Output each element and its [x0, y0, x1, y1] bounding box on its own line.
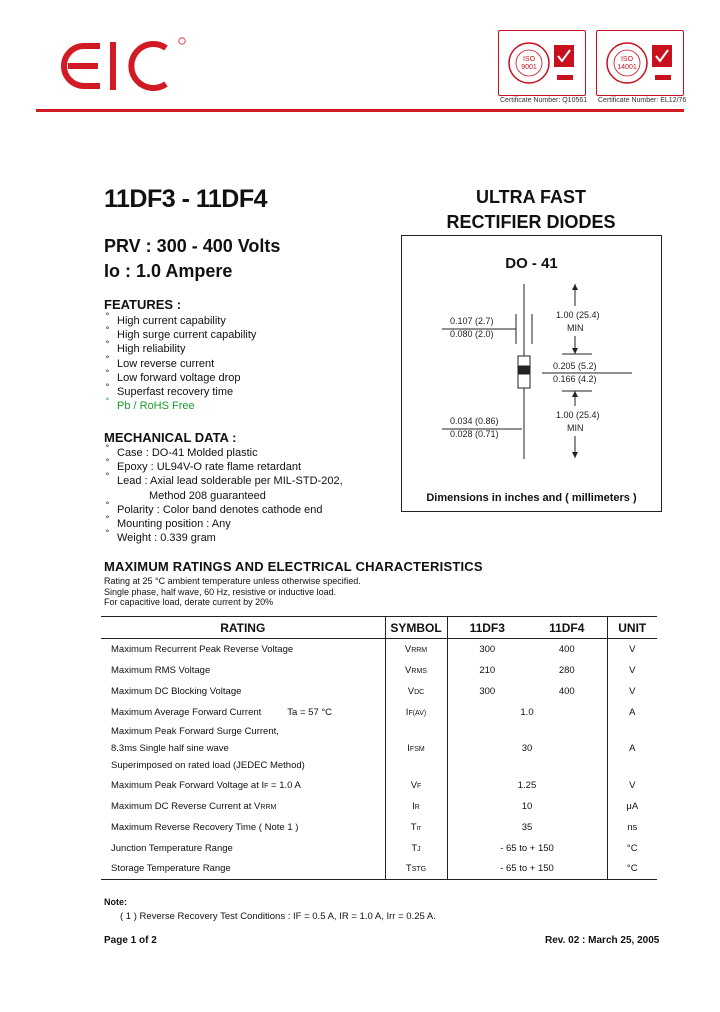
- cell-value: 1.25: [517, 779, 537, 791]
- list-item: ˚ Weight : 0.339 gram: [104, 531, 343, 545]
- cell-rating: Maximum Reverse Recovery Time ( Note 1 ): [101, 817, 385, 838]
- cell-rating: Junction Temperature Range: [101, 838, 385, 859]
- table-row: [101, 817, 657, 838]
- col-header-11df3: 11DF3: [447, 617, 527, 639]
- part-number-title: 11DF3 - 11DF4: [104, 185, 268, 213]
- table-row: [101, 702, 657, 723]
- mechanical-heading: MECHANICAL DATA :: [104, 430, 237, 445]
- cell-symbol: Trr: [385, 817, 447, 838]
- list-item: ˚ Epoxy : UL94V-O rate flame retardant: [104, 460, 343, 474]
- cell-value: 1.0: [520, 706, 534, 718]
- do41-drawing: [402, 236, 663, 513]
- dim-wire-max: 0.034 (0.86): [450, 416, 499, 426]
- cell-symbol: VRMS: [385, 660, 447, 681]
- features-heading: FEATURES :: [104, 297, 182, 312]
- cell-11df3: 210: [479, 664, 496, 676]
- list-item: ˚ Low forward voltage drop: [104, 371, 256, 385]
- svg-text:ISO: ISO: [522, 56, 536, 63]
- cell-unit: V: [629, 664, 636, 676]
- mechanical-list: [104, 446, 343, 545]
- features-list: [104, 314, 256, 413]
- cell-rating: Maximum Peak Forward Surge Current, 8.3ms Single half sine wave Superimposed on rated load (JEDEC Method): [101, 723, 385, 775]
- col-header-11df4: 11DF4: [527, 617, 607, 639]
- prv-rating: PRV : 300 - 400 Volts: [104, 236, 281, 256]
- cell-11df3: 300: [479, 643, 496, 655]
- svg-text:9001: 9001: [521, 64, 537, 71]
- table-row: [101, 639, 657, 660]
- col-header-symbol: SYMBOL: [385, 617, 447, 639]
- header-rule: [36, 109, 684, 112]
- cell-rating: Maximum DC Reverse Current at VRRM: [101, 796, 385, 817]
- cell-symbol: IFSM: [385, 723, 447, 775]
- dim-len-top: 1.00 (25.4): [556, 310, 600, 320]
- cell-unit: ns: [607, 817, 657, 838]
- cell-value: 30: [521, 743, 533, 754]
- list-item: ˚ Lead : Axial lead solderable per MIL-STD-202,: [104, 474, 343, 488]
- svg-text:ISO: ISO: [620, 56, 634, 63]
- table-header-row: [101, 617, 657, 639]
- cell-11df4: 400: [527, 681, 607, 702]
- eic-logo: [58, 36, 188, 96]
- cell-rating: Maximum Average Forward Current Ta = 57 °C: [101, 702, 385, 723]
- package-dimensions-note: Dimensions in inches and ( millimeters ): [426, 492, 637, 504]
- table-row: [101, 723, 657, 775]
- cell-unit: V: [629, 643, 636, 655]
- page-number: Page 1 of 2: [104, 935, 157, 946]
- cell-rating: Maximum DC Blocking Voltage: [101, 681, 385, 702]
- list-item: ˚ High current capability: [104, 314, 256, 328]
- package-outline-box: [401, 235, 662, 512]
- table-row: [101, 775, 657, 796]
- cell-symbol: IF(AV): [385, 702, 447, 723]
- cell-symbol: IR: [385, 796, 447, 817]
- svg-text:14001: 14001: [617, 64, 637, 71]
- cell-symbol: TJ: [385, 838, 447, 859]
- table-row: [101, 838, 657, 859]
- ratings-note-2: Single phase, half wave, 60 Hz, resistive or inductive load.: [104, 586, 337, 597]
- cell-value: 35: [521, 821, 533, 833]
- list-item: ˚ Case : DO-41 Molded plastic: [104, 446, 343, 460]
- list-item: ˚ Low reverse current: [104, 357, 256, 371]
- dim-lead-max: 0.107 (2.7): [450, 316, 494, 326]
- cell-unit: A: [607, 702, 657, 723]
- cell-rating: Storage Temperature Range: [101, 859, 385, 880]
- ratings-notes: [104, 576, 361, 608]
- ratings-note-1: Rating at 25 °C ambient temperature unless otherwise specified.: [104, 576, 361, 586]
- cell-symbol: TSTG: [385, 859, 447, 880]
- dim-min-bot: MIN: [567, 423, 584, 433]
- note-heading: Note:: [104, 897, 127, 907]
- table-row: [101, 660, 657, 681]
- cell-rating: Maximum Peak Forward Voltage at IF = 1.0 A: [101, 775, 385, 796]
- cell-unit: °C: [607, 838, 657, 859]
- device-type-line2: RECTIFIER DIODES: [446, 212, 616, 232]
- iso9001-cert-badge: [498, 30, 586, 96]
- ratings-note-3: For capacitive load, derate current by 20%: [104, 597, 274, 607]
- cell-unit: μA: [607, 796, 657, 817]
- dim-body-max: 0.205 (5.2): [553, 361, 597, 371]
- cell-symbol: VDC: [385, 681, 447, 702]
- list-item: ˚ Polarity : Color band denotes cathode end: [104, 503, 343, 517]
- dim-body-min: 0.166 (4.2): [553, 374, 597, 384]
- cert-number-2: Certificate Number: EL12/76: [598, 97, 687, 104]
- col-header-rating: RATING: [101, 617, 385, 639]
- list-item: ˚ High reliability: [104, 342, 256, 356]
- cell-unit: A: [607, 723, 657, 775]
- cell-unit: V: [629, 685, 636, 697]
- table-row: [101, 796, 657, 817]
- cell-rating: Maximum Recurrent Peak Reverse Voltage: [101, 639, 385, 660]
- dim-len-bot: 1.00 (25.4): [556, 410, 600, 420]
- table-row: [101, 681, 657, 702]
- list-item: Method 208 guaranteed: [149, 489, 266, 502]
- ratings-heading: MAXIMUM RATINGS AND ELECTRICAL CHARACTERISTICS: [104, 559, 483, 574]
- dim-min-top: MIN: [567, 323, 584, 333]
- cell-unit: °C: [607, 859, 657, 880]
- cell-value: 10: [521, 800, 533, 812]
- cell-unit: V: [607, 775, 657, 796]
- cell-symbol: VRRM: [385, 639, 447, 660]
- list-item: ˚ Mounting position : Any: [104, 517, 343, 531]
- cell-11df4: 400: [527, 639, 607, 660]
- cell-11df3: 300: [479, 685, 496, 697]
- list-item-rohs: ˚ Pb / RoHS Free: [104, 399, 256, 413]
- list-item: ˚ Superfast recovery time: [104, 385, 256, 399]
- iso14001-cert-badge: [596, 30, 684, 96]
- device-type-line1: ULTRA FAST: [476, 187, 586, 207]
- cell-rating: Maximum RMS Voltage: [101, 660, 385, 681]
- io-rating: Io : 1.0 Ampere: [104, 261, 233, 281]
- dim-lead-min: 0.080 (2.0): [450, 329, 494, 339]
- dim-wire-min: 0.028 (0.71): [450, 429, 499, 439]
- note-text: ( 1 ) Reverse Recovery Test Conditions : IF = 0.5 A, IR = 1.0 A, Irr = 0.25 A.: [120, 911, 436, 922]
- cell-11df4: 280: [527, 660, 607, 681]
- list-item: ˚ High surge current capability: [104, 328, 256, 342]
- revision-date: Rev. 02 : March 25, 2005: [545, 935, 660, 946]
- cell-value: - 65 to + 150: [500, 842, 554, 854]
- cell-symbol: VF: [385, 775, 447, 796]
- package-title: DO - 41: [505, 255, 558, 272]
- cert-number-1: Certificate Number: Q10561: [500, 97, 588, 104]
- col-header-unit: UNIT: [607, 617, 657, 639]
- ratings-table: [101, 616, 657, 880]
- cell-value: - 65 to + 150: [447, 859, 607, 880]
- table-row: [101, 859, 657, 880]
